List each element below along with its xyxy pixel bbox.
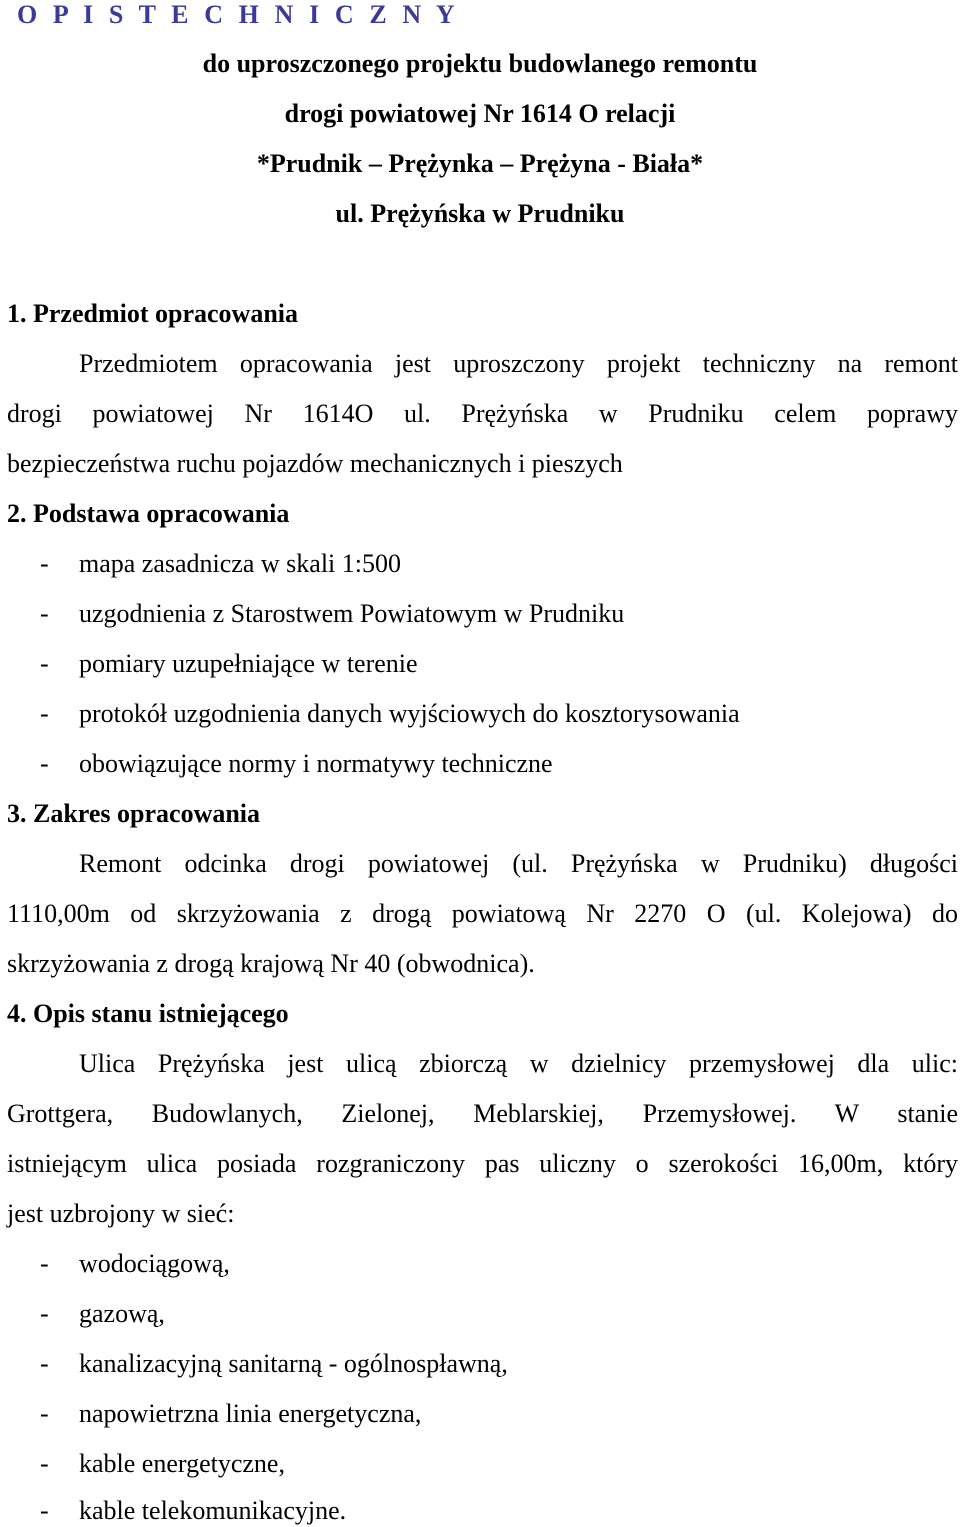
list-item-text: kanalizacyjną sanitarną - ogólnospławną, xyxy=(79,1349,508,1378)
list-item-text: protokół uzgodnienia danych wyjściowych do kosztorysowania xyxy=(79,699,740,728)
section-3-heading: 3. Zakres opracowania xyxy=(7,799,261,828)
section-3-paragraph-line: Remont odcinka drogi powiatowej (ul. Prężyńska w Prudniku) długości xyxy=(79,849,958,878)
list-dash: - xyxy=(40,749,49,778)
list-dash: - xyxy=(40,599,49,628)
list-dash: - xyxy=(40,1349,49,1378)
section-4-paragraph-line: Ulica Prężyńska jest ulicą zbiorczą w dzielnicy przemysłowej dla ulic: xyxy=(79,1049,958,1078)
section-1-paragraph-line: Przedmiotem opracowania jest uproszczony projekt techniczny na remont xyxy=(79,349,958,378)
list-item-text: uzgodnienia z Starostwem Powiatowym w Prudniku xyxy=(79,599,625,628)
list-dash: - xyxy=(40,1399,49,1428)
list-dash: - xyxy=(40,1299,49,1328)
subtitle-line-2: drogi powiatowej Nr 1614 O relacji xyxy=(284,99,676,128)
document-title: O P I S T E C H N I C Z N Y xyxy=(17,0,460,29)
list-item-text: obowiązujące normy i normatywy techniczne xyxy=(79,749,553,778)
list-dash: - xyxy=(40,1249,49,1278)
list-dash: - xyxy=(40,1496,49,1525)
list-dash: - xyxy=(40,649,49,678)
section-4-paragraph-line: Grottgera, Budowlanych, Zielonej, Meblarskiej, Przemysłowej. W stanie xyxy=(7,1099,958,1128)
section-1-paragraph-line: drogi powiatowej Nr 1614O ul. Prężyńska w Prudniku celem poprawy xyxy=(7,399,958,428)
section-4-heading: 4. Opis stanu istniejącego xyxy=(7,999,289,1028)
section-3-paragraph-line: 1110,00m od skrzyżowania z drogą powiatową Nr 2270 O (ul. Kolejowa) do xyxy=(7,899,958,928)
section-4-paragraph-line: jest uzbrojony w sieć: xyxy=(7,1199,235,1228)
section-1-heading: 1. Przedmiot opracowania xyxy=(7,299,299,328)
list-item-text: kable energetyczne, xyxy=(79,1449,285,1478)
list-item-text: kable telekomunikacyjne. xyxy=(79,1496,347,1525)
section-1-paragraph-line: bezpieczeństwa ruchu pojazdów mechanicznych i pieszych xyxy=(7,449,623,478)
subtitle-line-3: *Prudnik – Prężynka – Prężyna - Biała* xyxy=(256,149,704,178)
section-2-heading: 2. Podstawa opracowania xyxy=(7,499,290,528)
subtitle-line-4: ul. Prężyńska w Prudniku xyxy=(335,199,625,228)
list-dash: - xyxy=(40,549,49,578)
subtitle-line-1: do uproszczonego projektu budowlanego remontu xyxy=(202,49,758,78)
list-item-text: napowietrzna linia energetyczna, xyxy=(79,1399,422,1428)
list-item-text: pomiary uzupełniające w terenie xyxy=(79,649,418,678)
section-4-paragraph-line: istniejącym ulica posiada rozgraniczony pas uliczny o szerokości 16,00m, który xyxy=(7,1149,958,1178)
list-item-text: mapa zasadnicza w skali 1:500 xyxy=(79,549,401,578)
list-item-text: wodociągową, xyxy=(79,1249,230,1278)
section-3-paragraph-line: skrzyżowania z drogą krajową Nr 40 (obwodnica). xyxy=(7,949,535,978)
list-dash: - xyxy=(40,699,49,728)
list-item-text: gazową, xyxy=(79,1299,165,1328)
list-dash: - xyxy=(40,1449,49,1478)
